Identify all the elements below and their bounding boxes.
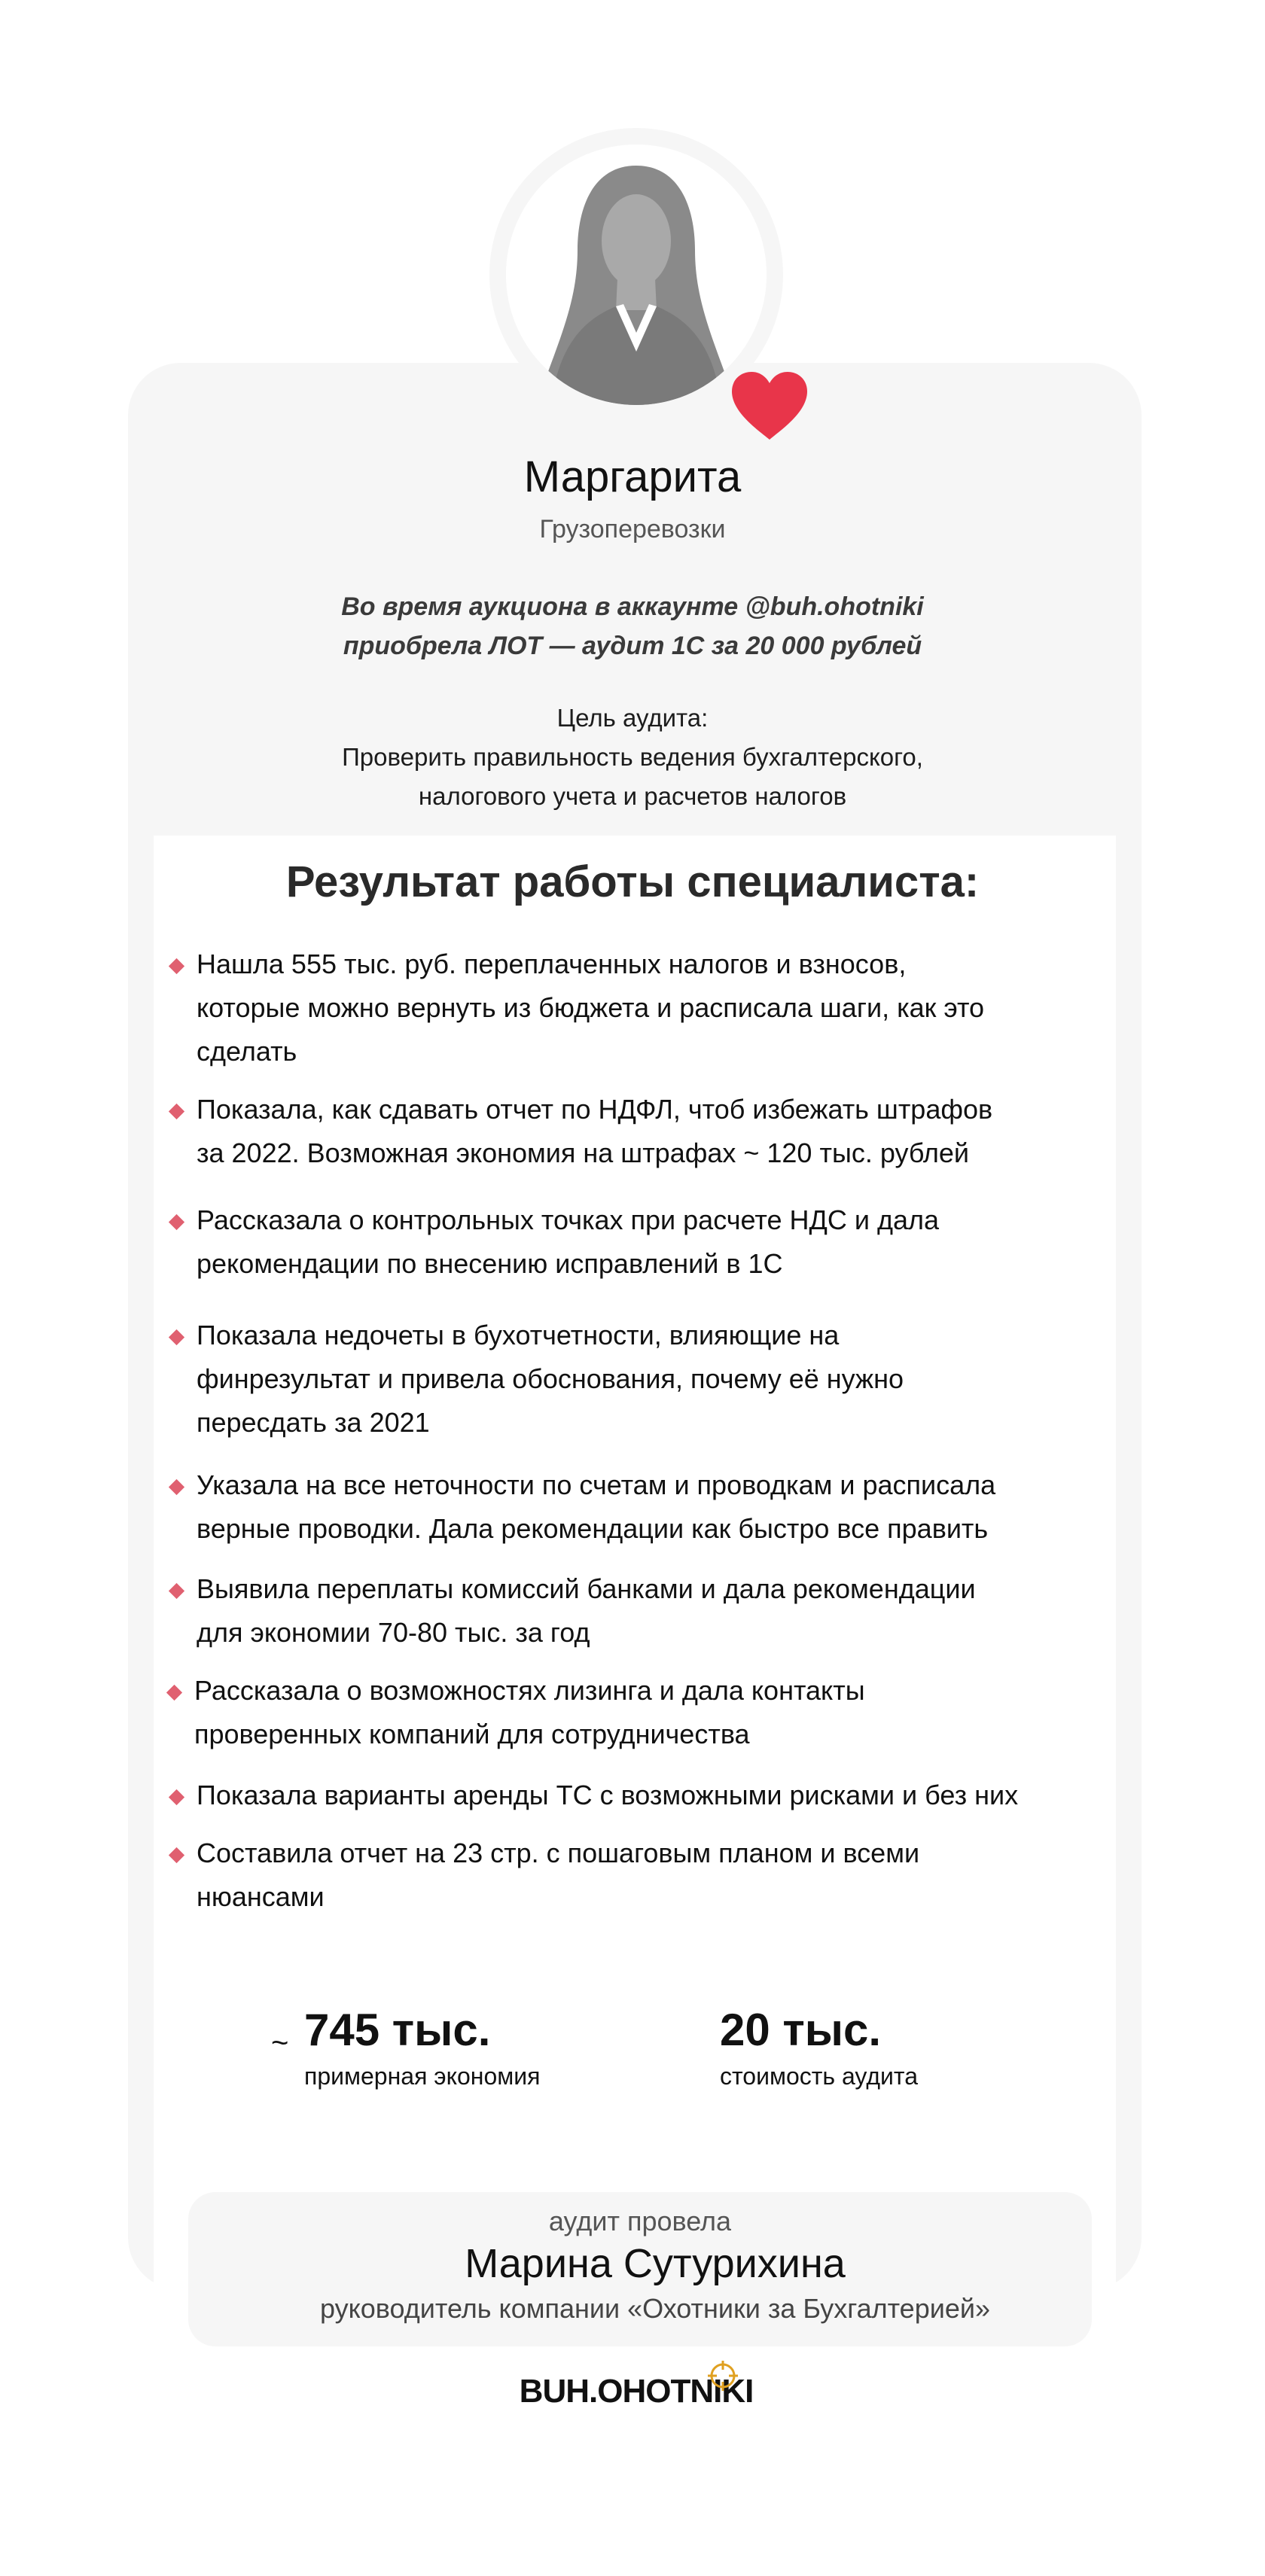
avatar: [506, 145, 767, 405]
result-line: верные проводки. Дала рекомендации как быстро все править: [197, 1513, 989, 1544]
intro-line: приобрела ЛОТ — аудит 1С за 20 000 рублей: [343, 632, 922, 660]
profile-business: Грузоперевозки: [539, 515, 726, 544]
savings-value: 745 тыс.: [304, 2005, 491, 2055]
result-line: Выявила переплаты комиссий банками и дала рекомендации: [197, 1573, 976, 1604]
audit-goal-label: Цель аудита:: [556, 704, 709, 732]
auditor-role: руководитель компании «Охотники за Бухгалтерией»: [320, 2293, 990, 2324]
avatar-silhouette-icon: [506, 145, 767, 405]
result-line: финрезультат и привела обоснования, почему её нужно: [197, 1363, 904, 1394]
audit-goal-line: налогового учета и расчетов налогов: [418, 782, 847, 810]
intro-text: [0, 587, 1265, 665]
result-line: Составила отчет на 23 стр. с пошаговым планом и всеми: [197, 1838, 920, 1868]
result-item: [171, 1198, 1074, 1286]
result-item: [169, 1669, 1072, 1756]
auditor-label: аудит провела: [548, 2206, 732, 2236]
result-line: Показала недочеты в бухотчетности, влияющие на: [197, 1320, 840, 1350]
result-line: сделать: [197, 1036, 297, 1067]
result-line: Нашла 555 тыс. руб. переплаченных налогов и взносов,: [197, 948, 907, 979]
result-item: [171, 1774, 1074, 1817]
cost-value: 20 тыс.: [720, 2005, 882, 2055]
result-line: пересдать за 2021: [197, 1407, 430, 1438]
result-line: нюансами: [197, 1881, 325, 1912]
audit-goal: [0, 699, 1265, 816]
results-title: Результат работы специалиста:: [285, 857, 980, 906]
auditor-name: Марина Сутурихина: [465, 2241, 846, 2286]
result-item: [171, 1567, 1074, 1655]
result-line: для экономии 70-80 тыс. за год: [197, 1617, 590, 1648]
savings-tilde: ~: [271, 2026, 289, 2060]
cost-label: стоимость аудита: [720, 2063, 918, 2090]
savings-label: примерная экономия: [304, 2063, 541, 2090]
heart-icon: [729, 370, 810, 443]
result-line: Показала, как сдавать отчет по НДФЛ, чтоб избежать штрафов: [197, 1094, 993, 1125]
audit-goal-line: Проверить правильность ведения бухгалтерского,: [342, 743, 923, 771]
result-line: Рассказала о возможностях лизинга и дала контакты: [194, 1675, 865, 1706]
result-line: Показала варианты аренды ТС с возможными рисками и без них: [197, 1780, 1019, 1810]
result-item: [171, 1314, 1074, 1445]
brand-logo: BUH.OHOTNIKI: [519, 2373, 754, 2410]
intro-line: Во время аукциона в аккаунте @buh.ohotniki: [341, 592, 924, 621]
result-item: [171, 942, 1074, 1073]
result-line: которые можно вернуть из бюджета и расписала шаги, как это: [197, 992, 985, 1023]
result-line: за 2022. Возможная экономия на штрафах ~ 120 тыс. рублей: [197, 1137, 969, 1168]
result-line: рекомендации по внесению исправлений в 1С: [197, 1248, 783, 1279]
result-item: [171, 1463, 1074, 1551]
crosshair-icon: [706, 2359, 739, 2392]
profile-name: Маргарита: [523, 452, 742, 501]
result-item: [171, 1832, 1074, 1919]
result-line: Указала на все неточности по счетам и проводкам и расписала: [197, 1469, 996, 1500]
result-line: Рассказала о контрольных точках при расчете НДС и дала: [197, 1204, 940, 1235]
result-line: проверенных компаний для сотрудничества: [194, 1719, 750, 1749]
result-item: [171, 1088, 1074, 1175]
